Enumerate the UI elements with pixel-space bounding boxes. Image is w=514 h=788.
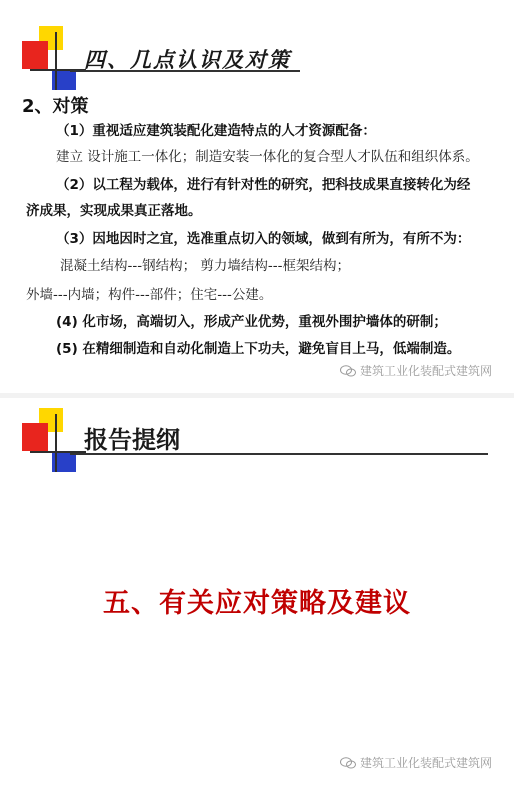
- countermeasure-line: 混凝土结构---钢结构； 剪力墙结构---框架结构；: [60, 258, 351, 274]
- watermark-text: 建筑工业化装配式建筑网: [360, 756, 493, 770]
- section-heading: 2、对策: [22, 96, 89, 117]
- slide-logo-icon: [14, 408, 84, 478]
- countermeasure-line: (5) 在精细制造和自动化制造上下功夫，避免盲目上马，低端制造。: [56, 341, 461, 357]
- watermark: [340, 754, 492, 771]
- slide-logo-icon: [14, 26, 84, 96]
- countermeasure-line: (4) 化市场，高端切入，形成产业优势，重视外围护墙体的研制；: [56, 314, 447, 330]
- countermeasure-line: 济成果，实现成果真正落地。: [26, 203, 202, 219]
- watermark: [340, 362, 492, 379]
- countermeasure-line: （3）因地因时之宜，选准重点切入的领域，做到有所为，有所不为：: [56, 231, 471, 247]
- slide-countermeasures: [0, 0, 514, 393]
- slide-title: 报告提纲: [84, 426, 180, 454]
- countermeasure-line: 建立 设计施工一体化；制造安装一体化的复合型人才队伍和组织体系。: [56, 149, 479, 165]
- watermark-text: 建筑工业化装配式建筑网: [360, 364, 493, 378]
- countermeasure-line: 外墙---内墙；构件---部件；住宅---公建。: [26, 287, 273, 303]
- wechat-icon: [340, 757, 356, 769]
- slide-outline: [0, 398, 514, 788]
- wechat-icon: [340, 365, 356, 377]
- chapter-heading: 五、有关应对策略及建议: [103, 588, 411, 619]
- countermeasure-line: （1）重视适应建筑装配化建造特点的人才资源配备：: [56, 123, 376, 139]
- countermeasure-line: （2）以工程为载体，进行有针对性的研究，把科技成果直接转化为经: [56, 177, 471, 193]
- slide-title: 四、几点认识及对策: [84, 47, 291, 72]
